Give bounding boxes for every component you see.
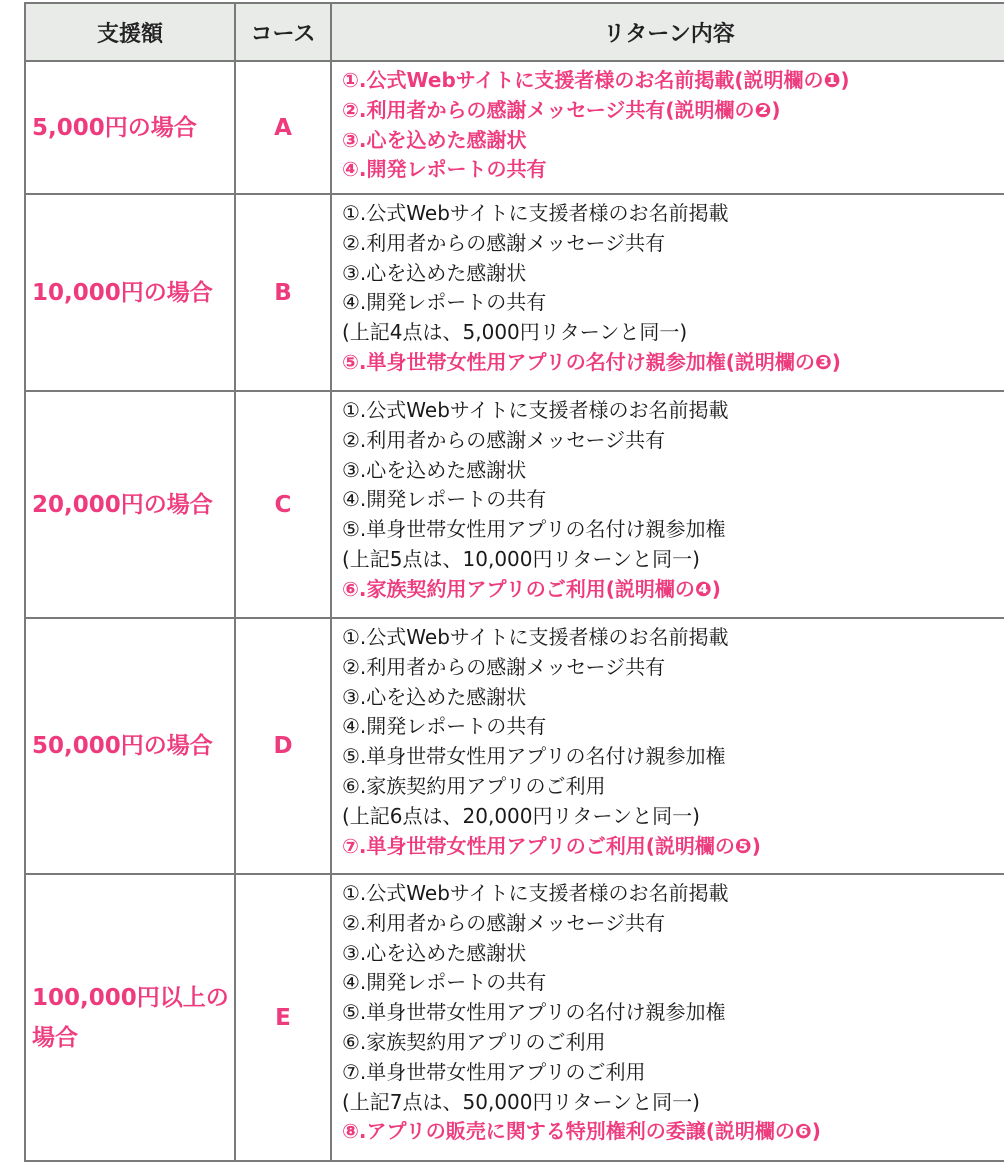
return-item: ②.利用者からの感謝メッセージ共有 <box>342 230 666 255</box>
course-cell: A <box>235 61 331 194</box>
table-row <box>25 874 1004 1161</box>
return-item: (上記7点は、50,000円リターンと同一) <box>342 1089 700 1114</box>
return-item-highlight: ⑦.単身世帯女性用アプリのご利用(説明欄の❺) <box>342 833 761 858</box>
return-item: ⑥.家族契約用アプリのご利用 <box>342 773 606 798</box>
return-item: ②.利用者からの感謝メッセージ共有 <box>342 654 666 679</box>
return-item-highlight: ⑧.アプリの販売に関する特別権利の委譲(説明欄の❻) <box>342 1119 821 1144</box>
support-amount-cell: 50,000円の場合 <box>25 618 235 874</box>
return-item: ①.公式Webサイトに支援者様のお名前掲載 <box>342 881 729 905</box>
return-item: (上記6点は、20,000円リターンと同一) <box>342 803 700 828</box>
return-item: ③.心を込めた感謝状 <box>342 457 527 482</box>
return-item: ⑤.単身世帯女性用アプリの名付け親参加権 <box>342 744 726 769</box>
return-item: ④.開発レポートの共有 <box>342 487 547 512</box>
return-item: ④.開発レポートの共有 <box>342 970 547 995</box>
table-row <box>25 618 1004 874</box>
course-cell: D <box>235 618 331 874</box>
support-amount-cell: 5,000円の場合 <box>25 61 235 194</box>
returns-cell <box>331 61 1004 194</box>
header-course: コース <box>235 3 331 61</box>
return-item: ③.心を込めた感謝状 <box>342 260 527 285</box>
return-item-highlight: ③.心を込めた感謝状 <box>342 127 527 152</box>
return-item: ⑦.単身世帯女性用アプリのご利用 <box>342 1059 646 1084</box>
course-cell: B <box>235 194 331 391</box>
return-item: ⑤.単身世帯女性用アプリの名付け親参加権 <box>342 517 726 542</box>
return-item: ④.開発レポートの共有 <box>342 290 547 315</box>
return-item-highlight: ②.利用者からの感謝メッセージ共有(説明欄の❷) <box>342 97 781 122</box>
return-item-highlight: ①.公式Webサイトに支援者様のお名前掲載(説明欄の❶) <box>342 68 850 92</box>
return-item: ③.心を込めた感謝状 <box>342 684 527 709</box>
table-row <box>25 194 1004 391</box>
support-amount-cell <box>25 874 235 1161</box>
return-item: ④.開発レポートの共有 <box>342 714 547 739</box>
support-amount-line: 場合 <box>32 1024 78 1051</box>
return-table-container <box>24 2 1004 1163</box>
return-item-highlight: ⑤.単身世帯女性用アプリの名付け親参加権(説明欄の❸) <box>342 349 841 374</box>
header-amount: 支援額 <box>25 3 235 61</box>
returns-cell <box>331 618 1004 874</box>
returns-cell <box>331 391 1004 618</box>
return-item: ②.利用者からの感謝メッセージ共有 <box>342 910 666 935</box>
support-amount-cell: 20,000円の場合 <box>25 391 235 618</box>
returns-cell <box>331 194 1004 391</box>
return-item: (上記4点は、5,000円リターンと同一) <box>342 320 688 345</box>
return-item-highlight: ④.開発レポートの共有 <box>342 157 547 182</box>
return-item: ①.公式Webサイトに支援者様のお名前掲載 <box>342 625 729 649</box>
return-item-highlight: ⑥.家族契約用アプリのご利用(説明欄の❹) <box>342 576 721 601</box>
course-cell: C <box>235 391 331 618</box>
table-body <box>25 61 1004 1161</box>
table-row <box>25 391 1004 618</box>
return-item: ⑥.家族契約用アプリのご利用 <box>342 1029 606 1054</box>
return-item: ①.公式Webサイトに支援者様のお名前掲載 <box>342 398 729 422</box>
return-item: ②.利用者からの感謝メッセージ共有 <box>342 427 666 452</box>
header-returns: リターン内容 <box>331 3 1004 61</box>
return-item: ③.心を込めた感謝状 <box>342 940 527 965</box>
support-amount-cell: 10,000円の場合 <box>25 194 235 391</box>
table-header-row <box>25 3 1004 61</box>
return-item: (上記5点は、10,000円リターンと同一) <box>342 546 700 571</box>
support-amount-line: 100,000円以上の <box>32 984 229 1011</box>
return-item: ⑤.単身世帯女性用アプリの名付け親参加権 <box>342 1000 726 1025</box>
course-cell: E <box>235 874 331 1161</box>
table-row <box>25 61 1004 194</box>
return-item: ①.公式Webサイトに支援者様のお名前掲載 <box>342 201 729 225</box>
return-table <box>24 2 1004 1162</box>
returns-cell <box>331 874 1004 1161</box>
